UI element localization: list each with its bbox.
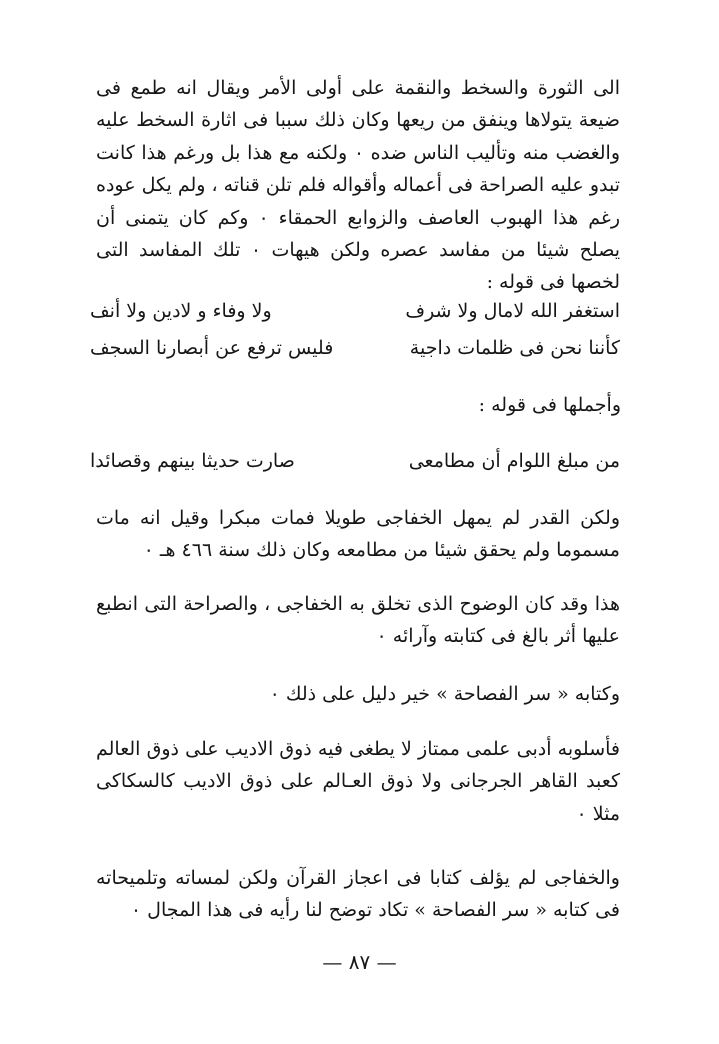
verse-line-3 [90, 450, 620, 484]
verse-line-2 [90, 337, 620, 371]
verse-3-first-hemistich: من مبلغ اللوام أن مطامعى [408, 450, 620, 472]
paragraph-death: ولكن القدر لم يمهل الخفاجى طويلا فمات مبكرا وقيل انه مات مسموما ولم يحقق شيئا من مطامعه وكان ذلك سنة ٤٦٦ هـ ٠ [96, 507, 620, 562]
paragraph-book: وكتابه « سر الفصاحة » خير دليل على ذلك ٠ [269, 683, 620, 705]
paragraph-intro: الى الثورة والسخط والنقمة على أولى الأمر ويقال انه طمع فى ضيعة يتولاها وينفق من ريعها وكان ذلك سببا فى اثارة السخط عليه والغضب منه وتأليب الناس ضده ٠ ولكنه مع هذا بل ورغم هذا كانت تبدو عليه الصراحة فى أعماله وأقواله فلم تلن قناته ، ولم يكل عوده رغم هذا الهبوب العاصف والزوابع الحمقاء ٠ وكم كان يتمنى أن يصلح شيئا من مفاسد عصره ولكن هيهات ٠ تلك المفاسد التى لخصها فى قوله : [96, 77, 621, 294]
verse-intro-line: وأجملها فى قوله : [478, 394, 621, 416]
paragraph-style: فأسلوبه أدبى علمى ممتاز لا يطغى فيه ذوق الاديب على ذوق العالم كعبد القاهر الجرجانى ولا ذوق العـالم على ذوق الاديب كالسكاكى مثلا ٠ [96, 738, 620, 825]
verse-2-second-hemistich: فليس ترفع عن أبصارنا السجف [90, 337, 334, 359]
paragraph-clarity: هذا وقد كان الوضوح الذى تخلق به الخفاجى ، والصراحة التى انطبع عليها أثر بالغ فى كتابته وآرائه ٠ [96, 593, 620, 648]
verse-line-1 [90, 300, 620, 334]
verse-3-second-hemistich: صارت حديثا بينهم وقصائدا [90, 450, 295, 472]
verse-1-second-hemistich: ولا وفاء و لادين ولا أنف [90, 300, 272, 322]
verse-1-first-hemistich: استغفر الله لامال ولا شرف [405, 300, 620, 322]
page-number: — ٨٧ — [322, 950, 397, 974]
verse-2-first-hemistich: كأننا نحن فى ظلمات داجية [409, 337, 620, 359]
paragraph-quran: والخفاجى لم يؤلف كتابا فى اعجاز القرآن ولكن لمساته وتلميحاته فى كتابه « سر الفصاحة » تكاد توضح لنا رأيه فى هذا المجال ٠ [96, 867, 620, 922]
